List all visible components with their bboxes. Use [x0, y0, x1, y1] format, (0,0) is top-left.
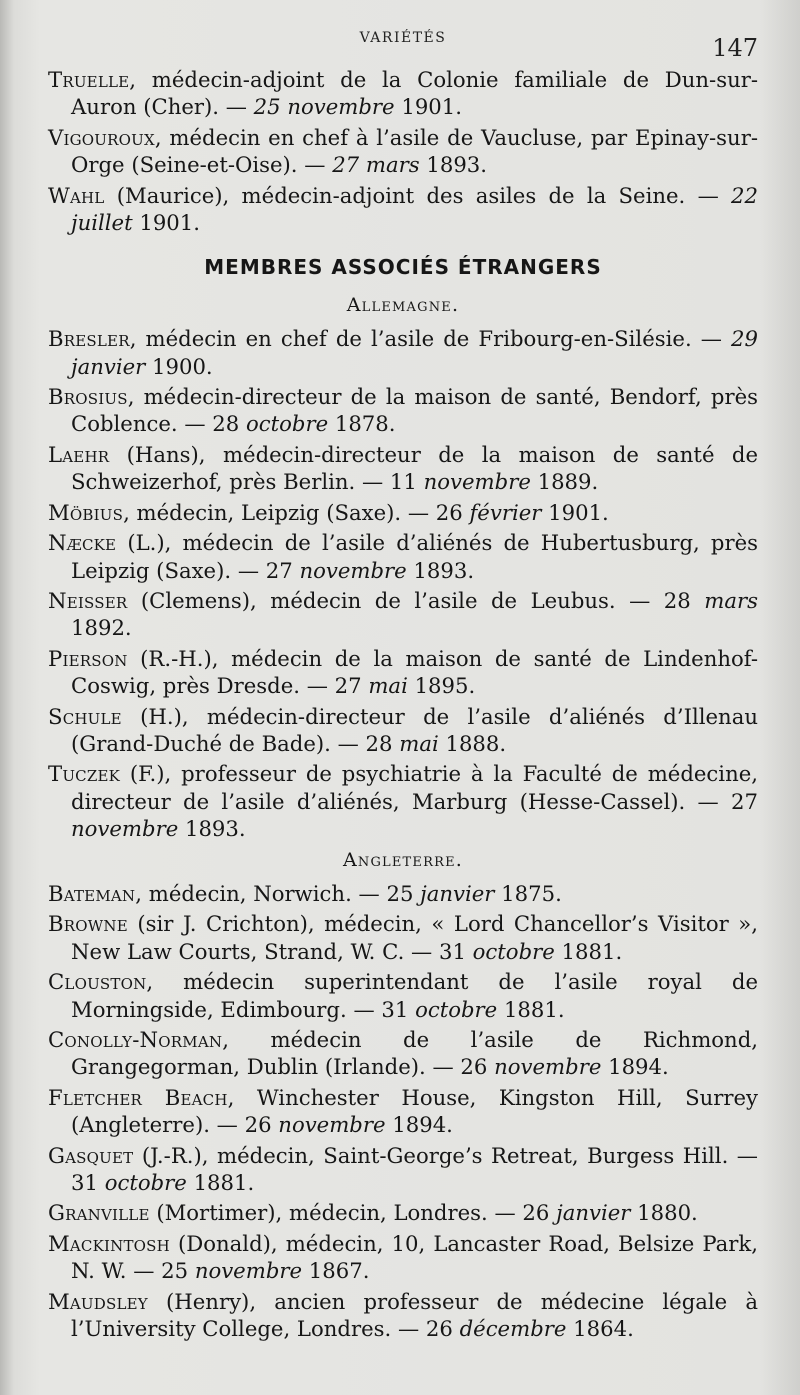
member-details: , médecin en chef de l’asile de Fribourg-en-Silésie. — [129, 326, 732, 352]
member-details: (J.-R.), médecin, Saint-George’s Retreat, Burgess Hill. — 31 [71, 1142, 758, 1196]
member-year: 1881. [497, 996, 565, 1022]
member-date: janvier [420, 880, 495, 906]
member-name: Gasquet [48, 1142, 134, 1168]
member-year: 1894. [385, 1112, 453, 1138]
member-details: , médecin-directeur de la maison de santé, Bendorf, près Coblence. — 28 [71, 384, 758, 437]
member-date: 25 novembre [253, 94, 395, 120]
member-details: (R.-H.), médecin de la maison de santé de Lindenhof-Coswig, près Dresde. — 27 [71, 645, 758, 699]
angleterre-entries-list [48, 880, 758, 1343]
member-entry [48, 499, 758, 526]
member-entry [48, 66, 758, 121]
member-entry [48, 645, 758, 700]
member-date: novembre [71, 816, 179, 842]
member-date: novembre [278, 1112, 386, 1138]
member-entry [48, 1288, 758, 1343]
member-year: 1881. [186, 1170, 255, 1196]
member-name: Bresler [48, 326, 130, 352]
member-details: (Henry), ancien professeur de médecine légale à l’University College, Londres. — 26 [71, 1288, 758, 1342]
member-year: 1894. [601, 1054, 669, 1080]
member-name: Wahl [48, 182, 105, 208]
section-title: MEMBRES ASSOCIÉS ÉTRANGERS [204, 255, 602, 280]
member-entry [48, 325, 758, 380]
member-year: 1900. [145, 353, 213, 379]
member-details: (Clemens), médecin de l’asile de Leubus. — 28 [127, 587, 705, 613]
member-name: Fletcher Beach [48, 1084, 228, 1110]
member-date: 29 janvier [71, 326, 758, 379]
member-name: Conolly-Norman [48, 1027, 223, 1052]
page-number: 147 [712, 34, 758, 62]
member-entry [48, 587, 758, 642]
member-entry [48, 383, 758, 438]
member-year: 1893. [178, 816, 246, 842]
top-entries-list [48, 66, 758, 236]
member-name: Laehr [48, 441, 110, 467]
member-year: 1893. [419, 152, 488, 178]
running-head: VARIÉTÉS [359, 30, 447, 46]
member-details: , médecin-adjoint de la Colonie familiale de Dun-sur-Auron (Cher). — [71, 67, 758, 120]
member-year: 1880. [630, 1200, 698, 1226]
member-entry [48, 760, 758, 842]
member-details: , médecin superintendant de l’asile royal de Morningside, Edimbourg. — 31 [71, 969, 758, 1022]
member-date: octobre [472, 938, 555, 964]
member-date: mai [399, 730, 439, 756]
member-name: Truelle [48, 67, 130, 92]
member-entry [48, 703, 758, 758]
member-date: octobre [415, 996, 498, 1022]
member-entry [48, 910, 758, 965]
member-details: (Hans), médecin-directeur de la maison de santé de Schweizerhof, près Berlin. — 11 [71, 441, 758, 495]
member-year: 1901. [541, 499, 609, 525]
member-year: 1892. [71, 615, 132, 641]
member-date: octobre [104, 1170, 187, 1196]
member-date: janvier [556, 1200, 631, 1226]
member-date: octobre [245, 411, 329, 437]
member-year: 1901. [394, 94, 462, 120]
member-entry [48, 1230, 758, 1285]
member-details: , médecin, Leipzig (Saxe). — 26 [123, 499, 470, 525]
member-entry [48, 182, 758, 237]
member-name: Mackintosh [48, 1230, 170, 1256]
member-details: (Donald), médecin, 10, Lancaster Road, Belsize Park, N. W. — 25 [71, 1230, 758, 1284]
member-name: Vigouroux [48, 124, 155, 150]
member-year: 1864. [566, 1316, 634, 1342]
member-date: novembre [423, 469, 531, 495]
member-details: (Maurice), médecin-adjoint des asiles de la Seine. — [104, 182, 732, 208]
member-entry [48, 529, 758, 584]
member-date: décembre [459, 1316, 567, 1342]
member-name: Tuczek [48, 761, 121, 787]
member-details: , médecin, Norwich. — 25 [135, 880, 421, 906]
subsection-heading-allemagne: Allemagne. [346, 293, 460, 316]
member-details: (H.), médecin-directeur de l’asile d’aliénés d’Illenau (Grand-Duché de Bade). — 28 [71, 703, 758, 756]
member-date: mars [704, 587, 758, 613]
member-date: novembre [299, 557, 407, 583]
member-details: (L.), médecin de l’asile d’aliénés de Hubertusburg, près Leipzig (Saxe). — 27 [71, 530, 758, 583]
member-entry [48, 1199, 758, 1226]
member-details: , médecin de l’asile de Richmond, Grangegorman, Dublin (Irlande). — 26 [71, 1027, 758, 1080]
member-entry [48, 880, 758, 907]
member-entry [48, 1142, 758, 1197]
member-details: , médecin en chef à l’asile de Vaucluse, par Epinay-sur-Orge (Seine-et-Oise). — [71, 124, 758, 178]
member-year: 1889. [530, 469, 599, 495]
member-name: Pierson [48, 645, 128, 671]
subsection-heading-angleterre: Angleterre. [342, 848, 464, 871]
member-name: Bateman [48, 880, 136, 906]
member-details: , Winchester House, Kingston Hill, Surrey (Angleterre). — 26 [71, 1084, 758, 1138]
member-year: 1881. [554, 938, 623, 964]
member-details: (Mortimer), médecin, Londres. — 26 [149, 1200, 557, 1226]
member-date: novembre [194, 1258, 303, 1284]
member-entry [48, 1026, 758, 1081]
member-name: Schule [48, 703, 122, 729]
member-year: 1893. [406, 557, 475, 583]
member-date: 27 mars [332, 152, 420, 178]
member-date: novembre [494, 1054, 602, 1080]
member-name: Brosius [48, 384, 128, 410]
member-details: (F.), professeur de psychiatrie à la Faculté de médecine, directeur de l’asile d’aliénés, Marburg (Hesse-Cassel). — 27 [71, 761, 758, 814]
member-name: Neisser [48, 587, 128, 613]
member-name: Granville [48, 1200, 150, 1226]
member-year: 1875. [494, 880, 562, 906]
member-year: 1895. [407, 673, 476, 699]
member-name: Möbius [48, 499, 124, 525]
member-year: 1888. [438, 730, 507, 756]
page-header [48, 30, 758, 66]
member-year: 1901. [132, 210, 200, 236]
member-entry [48, 968, 758, 1023]
member-year: 1867. [302, 1258, 370, 1284]
member-name: Næcke [48, 530, 117, 556]
member-year: 1878. [328, 411, 396, 437]
entries-column [48, 66, 758, 1342]
member-date: février [469, 499, 542, 525]
member-name: Browne [48, 911, 128, 937]
member-date: mai [368, 673, 408, 699]
member-date: 22 juillet [71, 182, 758, 236]
member-entry [48, 124, 758, 179]
member-entry [48, 441, 758, 496]
member-name: Clouston [48, 969, 147, 995]
member-entry [48, 1084, 758, 1139]
member-details: (sir J. Crichton), médecin, « Lord Chancellor’s Visitor », New Law Courts, Strand, W. C. — 31 [71, 911, 758, 964]
member-name: Maudsley [48, 1288, 148, 1314]
allemagne-entries-list [48, 325, 758, 842]
